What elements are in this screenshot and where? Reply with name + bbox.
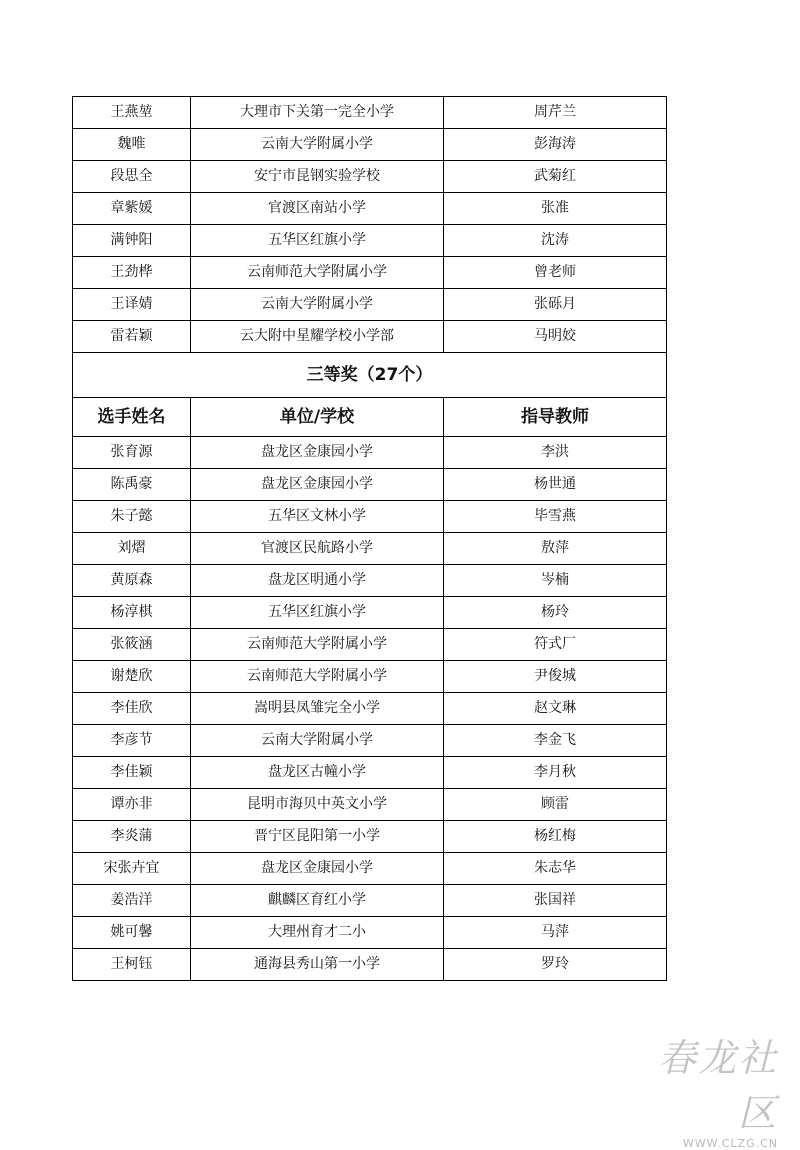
teacher-name: 毕雪燕 xyxy=(444,501,667,533)
table-row xyxy=(73,789,667,821)
teacher-name: 周芹兰 xyxy=(444,97,667,129)
table-row xyxy=(73,821,667,853)
school-name: 大理市下关第一完全小学 xyxy=(191,97,444,129)
teacher-name: 曾老师 xyxy=(444,257,667,289)
contestant-name: 张筱涵 xyxy=(73,629,191,661)
teacher-name: 李月秋 xyxy=(444,757,667,789)
contestant-name: 王译婧 xyxy=(73,289,191,321)
contestant-name: 雷若颖 xyxy=(73,321,191,353)
table-row xyxy=(73,725,667,757)
school-name: 云大附中星耀学校小学部 xyxy=(191,321,444,353)
teacher-name: 敖萍 xyxy=(444,533,667,565)
table-row xyxy=(73,129,667,161)
school-name: 云南大学附属小学 xyxy=(191,289,444,321)
teacher-name: 彭海涛 xyxy=(444,129,667,161)
school-name: 盘龙区明通小学 xyxy=(191,565,444,597)
teacher-name: 马萍 xyxy=(444,917,667,949)
school-name: 盘龙区金康园小学 xyxy=(191,469,444,501)
table-row xyxy=(73,853,667,885)
contestant-name: 刘熠 xyxy=(73,533,191,565)
school-name: 安宁市昆钢实验学校 xyxy=(191,161,444,193)
teacher-name: 张国祥 xyxy=(444,885,667,917)
school-name: 盘龙区金康园小学 xyxy=(191,437,444,469)
school-name: 官渡区南站小学 xyxy=(191,193,444,225)
school-name: 五华区文林小学 xyxy=(191,501,444,533)
contestant-name: 黄原森 xyxy=(73,565,191,597)
contestant-name: 宋张卉宜 xyxy=(73,853,191,885)
watermark-logo: 春龙社区 xyxy=(657,1036,778,1135)
table-row xyxy=(73,289,667,321)
school-name: 云南师范大学附属小学 xyxy=(191,257,444,289)
contestant-name: 陈禹豪 xyxy=(73,469,191,501)
header-school: 单位/学校 xyxy=(191,398,444,437)
school-name: 麒麟区育红小学 xyxy=(191,885,444,917)
school-name: 盘龙区古幢小学 xyxy=(191,757,444,789)
contestant-name: 张育源 xyxy=(73,437,191,469)
contestant-name: 魏唯 xyxy=(73,129,191,161)
school-name: 大理州育才二小 xyxy=(191,917,444,949)
contestant-name: 李彦节 xyxy=(73,725,191,757)
teacher-name: 罗玲 xyxy=(444,949,667,981)
header-name: 选手姓名 xyxy=(73,398,191,437)
contestant-name: 姚可馨 xyxy=(73,917,191,949)
table-row xyxy=(73,757,667,789)
table-row xyxy=(73,629,667,661)
table-row xyxy=(73,161,667,193)
teacher-name: 武菊红 xyxy=(444,161,667,193)
school-name: 通海县秀山第一小学 xyxy=(191,949,444,981)
teacher-name: 李洪 xyxy=(444,437,667,469)
contestant-name: 朱子懿 xyxy=(73,501,191,533)
teacher-name: 张砾月 xyxy=(444,289,667,321)
school-name: 嵩明县凤雏完全小学 xyxy=(191,693,444,725)
school-name: 五华区红旗小学 xyxy=(191,597,444,629)
teacher-name: 马明姣 xyxy=(444,321,667,353)
school-name: 云南大学附属小学 xyxy=(191,725,444,757)
teacher-name: 杨世通 xyxy=(444,469,667,501)
contestant-name: 李佳欣 xyxy=(73,693,191,725)
teacher-name: 朱志华 xyxy=(444,853,667,885)
table-row xyxy=(73,225,667,257)
school-name: 晋宁区昆阳第一小学 xyxy=(191,821,444,853)
teacher-name: 岑楠 xyxy=(444,565,667,597)
contestant-name: 李佳颖 xyxy=(73,757,191,789)
table-row xyxy=(73,693,667,725)
contestant-name: 王柯钰 xyxy=(73,949,191,981)
table-row xyxy=(73,257,667,289)
school-name: 云南师范大学附属小学 xyxy=(191,661,444,693)
column-header-row xyxy=(73,398,667,437)
table-row xyxy=(73,949,667,981)
contestant-name: 王劲桦 xyxy=(73,257,191,289)
table-row xyxy=(73,533,667,565)
contestant-name: 谭亦非 xyxy=(73,789,191,821)
table-row xyxy=(73,917,667,949)
table-row xyxy=(73,437,667,469)
teacher-name: 赵文琳 xyxy=(444,693,667,725)
table-row xyxy=(73,469,667,501)
contestant-name: 章紫媛 xyxy=(73,193,191,225)
table-row xyxy=(73,597,667,629)
teacher-name: 顾雷 xyxy=(444,789,667,821)
contestant-name: 段思全 xyxy=(73,161,191,193)
contestant-name: 李炎蒲 xyxy=(73,821,191,853)
school-name: 盘龙区金康园小学 xyxy=(191,853,444,885)
table-row xyxy=(73,565,667,597)
school-name: 云南师范大学附属小学 xyxy=(191,629,444,661)
watermark-url: WWW.CLZG.CN xyxy=(682,1137,778,1150)
teacher-name: 李金飞 xyxy=(444,725,667,757)
contestant-name: 王燕堃 xyxy=(73,97,191,129)
teacher-name: 尹俊城 xyxy=(444,661,667,693)
awards-table xyxy=(72,96,667,981)
school-name: 云南大学附属小学 xyxy=(191,129,444,161)
teacher-name: 沈涛 xyxy=(444,225,667,257)
teacher-name: 杨红梅 xyxy=(444,821,667,853)
teacher-name: 符式厂 xyxy=(444,629,667,661)
table-row xyxy=(73,97,667,129)
table-row xyxy=(73,885,667,917)
table-row xyxy=(73,321,667,353)
section-title-row xyxy=(73,353,667,398)
contestant-name: 姜浩洋 xyxy=(73,885,191,917)
teacher-name: 杨玲 xyxy=(444,597,667,629)
school-name: 官渡区民航路小学 xyxy=(191,533,444,565)
contestant-name: 满钟阳 xyxy=(73,225,191,257)
school-name: 五华区红旗小学 xyxy=(191,225,444,257)
table-row xyxy=(73,661,667,693)
third-prize-rows xyxy=(73,437,667,981)
second-prize-continued-rows xyxy=(73,97,667,353)
header-teacher: 指导教师 xyxy=(444,398,667,437)
school-name: 昆明市海贝中英文小学 xyxy=(191,789,444,821)
table-row xyxy=(73,193,667,225)
section-title: 三等奖（27个） xyxy=(73,353,667,398)
contestant-name: 杨淳棋 xyxy=(73,597,191,629)
site-watermark xyxy=(628,1027,778,1150)
teacher-name: 张准 xyxy=(444,193,667,225)
third-prize-section xyxy=(73,353,667,437)
table-row xyxy=(73,501,667,533)
contestant-name: 谢楚欣 xyxy=(73,661,191,693)
